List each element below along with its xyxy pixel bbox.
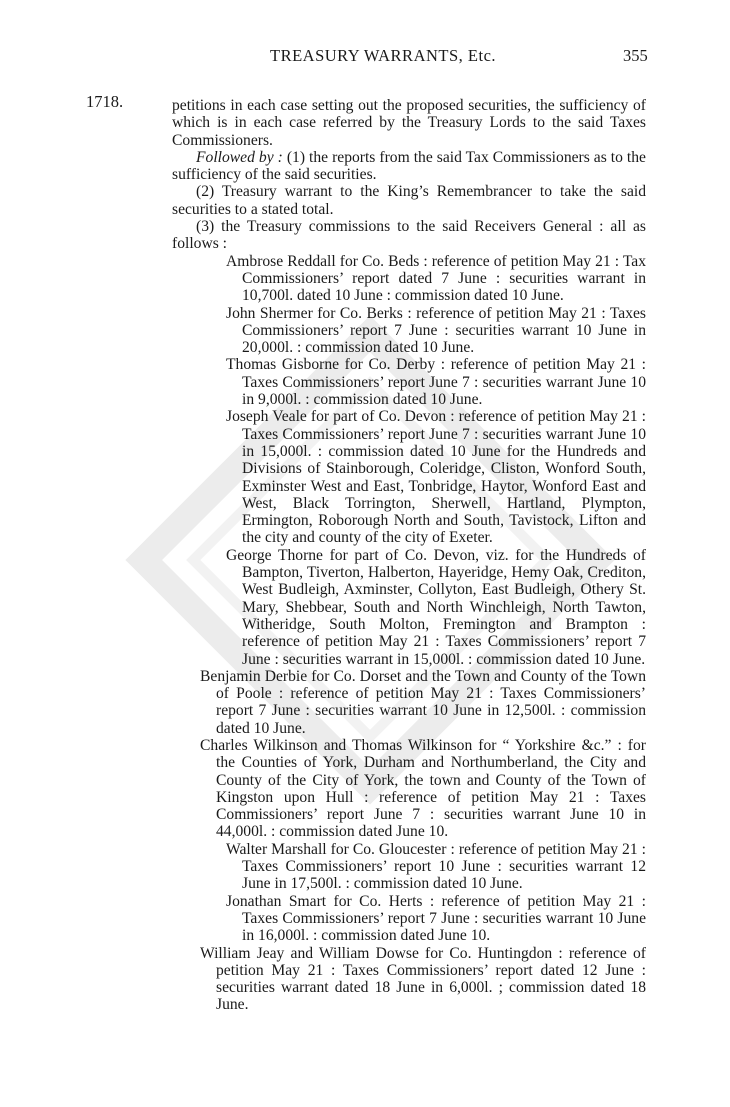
running-title: TREASURY WARRANTS, Etc. xyxy=(270,46,497,65)
followed-by-text: (1) the reports from the said Tax Commissioners as to the sufficiency of the said securities. xyxy=(172,148,646,184)
item-2-paragraph: (2) Treasury warrant to the King’s Remembrancer to take the said securities to a stated total. xyxy=(172,183,646,218)
list-item: Joseph Veale for part of Co. Devon : reference of petition May 21 : Taxes Commissioners’ report June 7 : securities warrant June 10 in 15,000l. : commission dated 10 June for the Hundreds and Divisions of Stainborough, Coleridge, Cliston, Wonford South, Exminster West and East, Tonbridge, Haytor, Wonford East and West, Black Torrington, Sherwell, Hartland, Plympton, Ermington, Roborough North and South, Tavistock, Lifton and the city and county of the city of Exeter. xyxy=(226,408,646,547)
list-item: Ambrose Reddall for Co. Beds : reference of petition May 21 : Tax Commissioners’ report dated 7 June : securities warrant in 10,700l. dated 10 June : commission dated 10 June. xyxy=(226,252,646,305)
list-item: Charles Wilkinson and Thomas Wilkinson for “ Yorkshire &c.” : for the Counties of York, Durham and Northumberland, the City and County of the City of York, the town and County of the Town of Kingston upon Hull : reference of petition May 21 : Taxes Commissioners’ report June 7 : securities warrant June 10 in 44,000l. : commission dated June 10. xyxy=(200,736,646,841)
list-item: George Thorne for part of Co. Devon, viz. for the Hundreds of Bampton, Tiverton, Halberton, Hayeridge, Hemy Oak, Crediton, West Budleigh, Axminster, Collyton, East Budleigh, Othery St. Mary, Shebbear, South and North Winchleigh, North Tawton, Witheridge, South Molton, Fremington and Brampton : reference of petition May 21 : Taxes Commissioners’ report 7 June : securities warrant in 15,000l. : commission dated 10 June. xyxy=(226,546,646,668)
list-item: Thomas Gisborne for Co. Derby : reference of petition May 21 : Taxes Commissioners’ report June 7 : securities warrant June 10 in 9,000l. : commission dated 10 June. xyxy=(226,356,646,409)
page-number: 355 xyxy=(623,46,648,65)
page-body xyxy=(172,97,646,1014)
receivers-list xyxy=(172,253,646,1014)
intro-paragraph: petitions in each case setting out the proposed securities, the sufficiency of which is in each case referred by the Treasury Lords to the said Taxes Commissioners. xyxy=(172,97,646,149)
page-header xyxy=(0,46,730,76)
followed-by-paragraph xyxy=(172,149,646,184)
followed-by-label: Followed by : xyxy=(196,148,283,166)
list-item: Benjamin Derbie for Co. Dorset and the Town and County of the Town of Poole : reference of petition May 21 : Taxes Commissioners’ report 7 June : securities warrant 10 June in 12,500l. : commission dated 10 June. xyxy=(200,667,646,737)
margin-year: 1718. xyxy=(86,92,124,111)
list-item: John Shermer for Co. Berks : reference of petition May 21 : Taxes Commissioners’ report 7 June : securities warrant 10 June in 20,000l. : commission dated 10 June. xyxy=(226,304,646,357)
list-item: Jonathan Smart for Co. Herts : reference of petition May 21 : Taxes Commissioners’ report 7 June : securities warrant 10 June in 16,000l. : commission dated June 10. xyxy=(226,892,646,945)
list-item: William Jeay and William Dowse for Co. Huntingdon : reference of petition May 21 : Taxes Commissioners’ report dated 12 June : securities warrant dated 18 June in 6,000l. ; commission dated 18 June. xyxy=(200,944,646,1014)
list-item: Walter Marshall for Co. Gloucester : reference of petition May 21 : Taxes Commissioners’ report 10 June : securities warrant 12 June in 17,500l. : commission dated 10 June. xyxy=(226,840,646,893)
item-3-paragraph: (3) the Treasury commissions to the said Receivers General : all as follows : xyxy=(172,218,646,253)
